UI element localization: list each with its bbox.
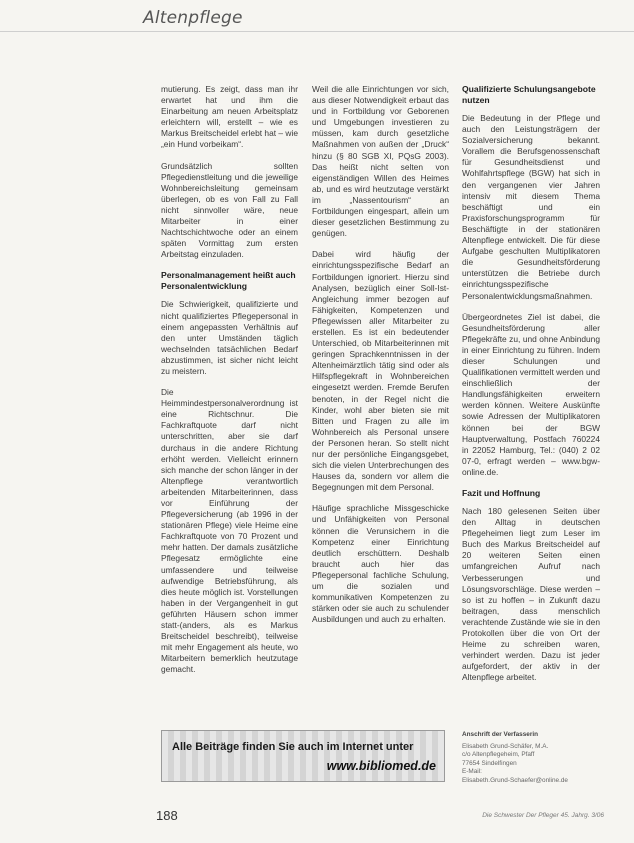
paragraph: Nach 180 gelesenen Seiten über den Alltag in deutschen Pflegeheimen liegt zum Leser im Buch des Markus Breitscheidel auf 20 weiteren Seiten einen umfangreichen Aufruf nach Verbesserungen und Lösungsvorschläge. Diese werden – so ist zu hoffen – in Zukunft dazu beitragen, dass menschlich verachtende Zustände wie sie in den Protokollen über die von Ort der Heime zu schreiben waren, verhindert werden. Dazu ist jeder aufgefordert, der aktiv in der Altenpflege arbeitet. [462,506,600,683]
banner-text: Alle Beiträge finden Sie auch im Internet unter [172,741,414,753]
author-address-box [462,731,600,786]
page-number: 188 [156,808,178,823]
header-divider [0,31,634,32]
address-line: c/o Altenpflegeheim, Pfaff [462,751,535,759]
paragraph: Die Bedeutung in der Pflege und auch den Leistungsträgern der Sozialversicherung bekannt. Vorallem die Berufsgenossenschaft für Gesundheitsdienst und Wohlfahrtspflege (BGW) hat sich in den vergangenen vier Jahren intensiv mit diesem Thema beschäftigt und ein Praxisforschungsprogramm für Beschäftigte in der stationären Altenpflege entwickelt. Die für diese Aufgabe geschulten Multiplikatoren die Gesundheitsförderung unterstützen die Betriebe durch einrichtungsspezifische Personalentwicklungsmaßnahmen. [462,113,600,301]
subheading: Fazit und Hoffnung [462,488,541,498]
paragraph: Weil die alle Einrichtungen vor sich, aus dieser Notwendigkeit erbaut das und in Fortbildung vor Geborenen und Umgebungen investieren zu müssen, kam durch gesetzliche Maßnahmen von außen der „Druck“ hinzu (§ 80 SGB XI, PQsG 2003). Das heißt nicht selten von eigenständigen Willen des Heimes ab, und es wird heutzutage verstärkt im „Nassentourism“ an Fortbildungen eingespart, allein um dieser gesetzlichen Bestimmung zu genügen. [312,84,449,239]
column-3 [462,84,600,694]
journal-source: Die Schwester Der Pfleger 45. Jahrg. 3/06 [482,812,604,819]
section-title: Altenpflege [143,8,243,28]
address-line: E-Mail: [462,768,482,776]
paragraph: Die Schwierigkeit, qualifizierte und nicht qualifiziertes Pflegepersonal in einem angepassten Verhältnis auf den unter Umständen täglich wechselnden tatsächlichen Bedarf abzustimmen, ist sicher nicht leicht zu meistern. [161,299,298,376]
subheading: Personalmanagement heißt auch Personalentwicklung [161,270,296,292]
address-line: 77654 Sindelfingen [462,759,517,767]
column-2 [312,84,449,635]
paragraph: Grundsätzlich sollten Pflegedienstleitung und die jeweilige Wohnbereichsleitung gemeinsam überlegen, ob es von Fall zu Fall nicht sinnvoller wäre, neue Mitarbeiter in einer Nachtschichtwoche oder an einem späten Vormittag zum ersten Arbeitstag einzuladen. [161,160,298,260]
paragraph: Dabei wird häufig der einrichtungsspezifische Bedarf an Fortbildungen ignoriert. Hierzu sind Analysen, bezüglich einer Soll-Ist-Angleichung immer bezogen auf Fähigkeiten, Kompetenzen und Pflegewissen aller Mitarbeiter zu erstellen. Es ist ein bedeutender Unterschied, ob Mitarbeiterinnen mit geringen Sprachkenntnissen in der Altenheimärztlich tätig sind oder als Hilfspflegekraft in Wohnbereichen eingesetzt werden. Fremde Berufen benoten, in der Regel nicht die Kinder, wohl aber bieten sie mit Bitten und Fragen zu alle im Wohnbereich als Personal unsere der Personen heran. So stellt nicht nur der persönliche Eingangsgebet, sich die vielen Unterbrechungen des Hauses da, sondern vor allem die Begegnungen mit dem Personal. [312,249,449,493]
banner-url-link[interactable]: www.bibliomed.de [326,759,436,773]
paragraph: Übergeordnetes Ziel ist dabei, die Gesundheitsförderung aller Pflegekräfte zu, und ohne Anbindung in einer Einrichtung zu führen. Indem dieser Schulungen und Qualifikationen vermittelt werden und einschließlich der Handlungsfähigkeiten erweitern werden können. Weitere Auskünfte sowie Adressen der Multiplikatoren können bei der BGW Hauptverwaltung, Postfach 760224 in 22052 Hamburg, Tel.: (040) 2 02 07-0, erfragt werden – www.bgw-online.de. [462,311,600,477]
subheading: Qualifizierte Schulungsangebote nutzen [462,84,596,105]
address-line: Elisabeth.Grund-Schaefer@online.de [462,776,568,784]
internet-banner [161,730,445,782]
paragraph: Die Heimmindestpersonalverordnung ist eine Richtschnur. Die Fachkraftquote darf nicht unterschritten, aber sie darf durchaus in die andere Richtung erhöht werden. Vielleicht erinnern sich manche der schon länger in der Altenpflege verantwortlich arbeitenden Mitarbeiterinnen, dass vor Einführung der Pflegeversicherung (ab 1996 in der stationären Pflege) viele Heime eine Fachkraftquote von 70 Prozent und mehr hatten. Der damals zusätzliche Pflegesatz ermöglichte eine umfassendere und teilweise aufwendige Betriebsführung, als dies heute möglich ist. Vorstellungen haben in der Vergangenheit in gut geführten Häusern schon immer statt-(anders, als es Markus Breitscheidel beschreibt), teilweise mit mehr Engagement als heute, wo Mitarbeitern bemerklich heutzutage gemacht. [161,387,298,675]
paragraph: Häufige sprachliche Missgeschicke und Unfähigkeiten von Personal können die Verunsichern in die Kompetenz einer Einrichtung deutlich erschüttern. Deshalb braucht auch hier das Pflegepersonal fachliche Schulung, um die sozialen und kommunikativen Kompetenzen zu stärken oder sie auch zu schulender Ausbildungen und auch zu erhalten. [312,503,449,625]
author-address-title: Anschrift der Verfasserin [462,731,539,738]
paragraph: mutierung. Es zeigt, dass man ihr erwartet hat und ihm die Einarbeitung am neuen Arbeitsplatz erleichtern will, erstellt – wie es Markus Breitscheidel erlebt hat – wie „ein Hund vorbeikam“. [161,84,298,150]
column-1 [161,84,298,686]
address-line: Elisabeth Grund-Schäfer, M.A. [462,742,549,750]
